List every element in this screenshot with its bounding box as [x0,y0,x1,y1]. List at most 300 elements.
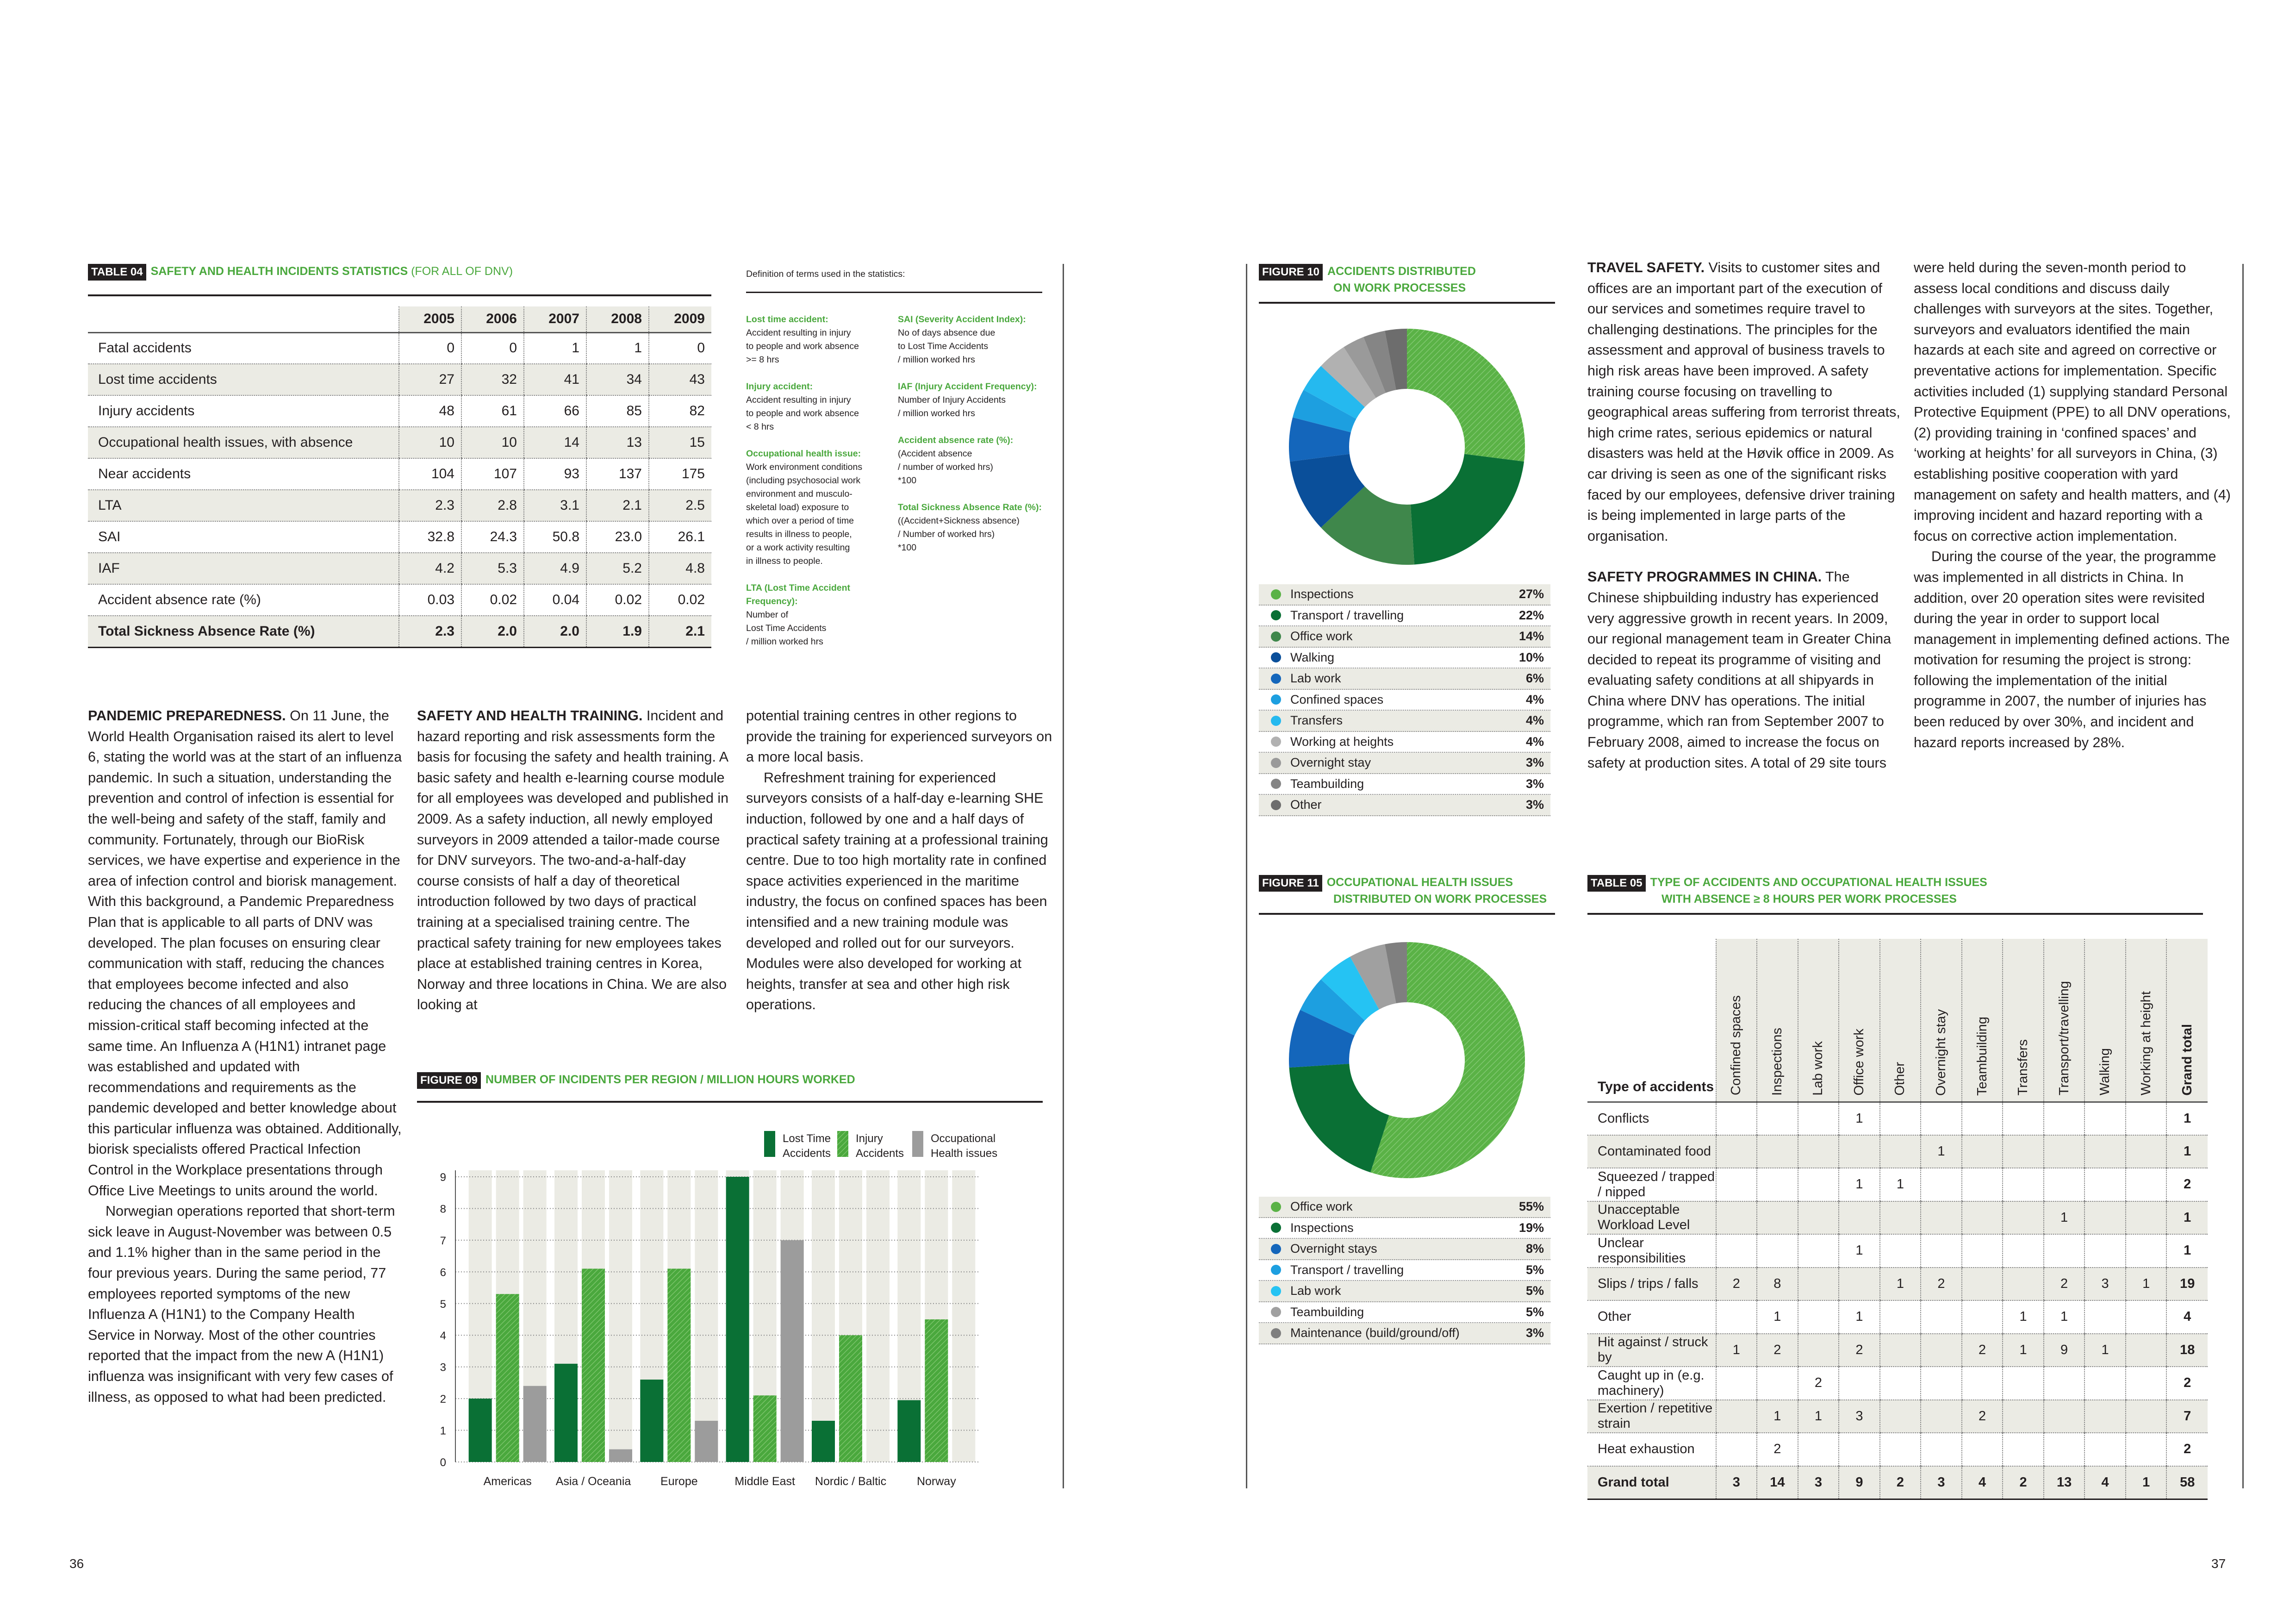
table04-cell: 32 [461,364,524,395]
table05-cell [2126,1367,2167,1400]
table05-cell [1921,1201,1962,1235]
table05-cell: 4 [2166,1300,2208,1334]
table05-cell [1757,1234,1798,1268]
paragraph-text: potential training centres in other regions to provide the training for experienced surveyors on a more local basis. [746,708,1052,765]
table05-column-header [1716,939,1757,1102]
table04-corner [88,306,399,332]
table05-cell: 2 [2044,1268,2085,1301]
table04-cell: 2.1 [586,490,649,521]
table05-cell [1716,1102,1757,1135]
table05-cell: 1 [2166,1234,2208,1268]
legend-item [1259,1260,1550,1281]
figure10-donut-chart [1287,326,1527,567]
table05-column-header [1921,939,1962,1102]
table05-cell [1798,1234,1839,1268]
table04-cell: 4.2 [399,553,461,584]
table05-cell: 4 [2084,1466,2126,1499]
legend-label: Confined spaces [1290,692,1384,706]
legend-label: Injury [856,1132,883,1145]
table04-cell: 2.5 [649,490,711,521]
table04-title-light: (FOR ALL OF DNV) [411,265,513,278]
figure11-title-line1: OCCUPATIONAL HEALTH ISSUES [1326,876,1513,889]
legend-label: Lab work [1290,671,1341,686]
definition-text: / million worked hrs [746,637,823,647]
y-tick-label: 6 [440,1266,446,1279]
table05-cell: 9 [1839,1466,1880,1499]
table05-cell [2126,1168,2167,1201]
table04-row-label: IAF [88,553,399,584]
legend-item [1259,711,1550,732]
table-row [1587,1400,2208,1433]
table04-cell: 24.3 [461,521,524,553]
definition-entry [898,434,1051,487]
table05-cell: 3 [1798,1466,1839,1499]
table04-cell: 5.2 [586,553,649,584]
bar [554,1364,578,1462]
table-row [88,427,711,458]
legend-percent: 5% [1525,1305,1544,1319]
table05-cell [2126,1234,2167,1268]
table05-cell [1880,1135,1921,1168]
table05-column-label: Walking [2097,1048,2113,1096]
paragraph [746,706,1061,768]
legend-dot [1271,674,1281,684]
definition-term: SAI (Severity Accident Index): [898,314,1026,325]
y-tick-label: 4 [440,1330,446,1343]
paragraph-heading: PANDEMIC PREPAREDNESS. [88,708,286,724]
table04-cell: 93 [524,458,586,490]
table05-cell: 1 [2044,1300,2085,1334]
legend-item [1259,690,1550,711]
legend-label: Transport / travelling [1290,1262,1404,1277]
legend-percent: 4% [1525,692,1544,706]
table05-column-label: Transport/travelling [2056,981,2072,1096]
table-row [88,364,711,395]
table05-cell [2003,1102,2044,1135]
table05-cell [1880,1367,1921,1400]
bar [609,1449,632,1462]
table05-cell [1798,1201,1839,1235]
table05-cell: 1 [1839,1168,1880,1201]
legend-dot [1271,800,1281,810]
table05-cell [2003,1400,2044,1433]
table05-column-label: Other [1892,1062,1908,1096]
table05-cell [1921,1102,1962,1135]
legend-percent: 14% [1518,629,1544,643]
paragraph [1587,257,1902,546]
table05-cell [2126,1201,2167,1235]
definition-text: Work environment conditions [746,462,863,472]
legend-dot [1271,631,1281,642]
table05-cell [1716,1201,1757,1235]
definitions-title: Definition of terms used in the statistics: [746,269,905,279]
figure10-tag: FIGURE 10 [1259,264,1323,281]
legend-label: Inspections [1290,1220,1354,1235]
definitions-right [898,313,1051,568]
table05-cell [2084,1135,2126,1168]
table05-cell [1962,1367,2003,1400]
legend-dot [1271,1202,1281,1212]
definition-text: / Number of worked hrs) [898,529,995,539]
table05-cell [2084,1201,2126,1235]
column-rule [1063,264,1064,1488]
table05-cell [2126,1300,2167,1334]
legend-dot [1271,1286,1281,1296]
table05-column-label: Overnight stay [1933,1009,1948,1096]
table05-cell [2044,1367,2085,1400]
table05-column-label: Teambuilding [1974,1016,1990,1096]
legend-percent: 6% [1525,671,1544,686]
definition-term: Accident absence rate (%): [898,435,1014,445]
legend-item [1259,668,1550,690]
legend-dot [1271,1307,1281,1317]
legend-percent: 3% [1525,756,1544,770]
table-row [1587,1102,2208,1135]
table04-cell: 13 [586,427,649,458]
paragraph-heading: SAFETY PROGRAMMES IN CHINA. [1587,569,1822,585]
table04-cell: 0.02 [649,584,711,616]
table05-column-label: Transfers [2016,1039,2031,1096]
paragraph [1914,546,2233,753]
table05-cell [2084,1168,2126,1201]
table04-year-header: 2006 [461,306,524,332]
y-tick-label: 0 [440,1456,446,1469]
table04-cell: 50.8 [524,521,586,553]
table05-cell [1798,1433,1839,1466]
table05-cell [1757,1102,1798,1135]
paragraph-heading: SAFETY AND HEALTH TRAINING. [417,708,643,724]
table05-cell [2044,1168,2085,1201]
legend-label: Lost Time [783,1132,831,1145]
table05-row-label: Unclear responsibilities [1587,1234,1716,1268]
definition-text: >= 8 hrs [746,355,779,365]
figure09-bar-chart [417,1104,1043,1493]
table04-cell: 5.3 [461,553,524,584]
table05-cell [2003,1168,2044,1201]
definition-term: IAF (Injury Accident Frequency): [898,381,1037,392]
bar [753,1395,777,1462]
table05-cell [1798,1268,1839,1301]
bar [897,1400,921,1462]
legend-item [1259,606,1550,627]
figure11-donut-chart [1287,940,1527,1181]
table04-row-label: Accident absence rate (%) [88,584,399,616]
legend-percent: 27% [1518,587,1544,601]
table05-cell [1839,1135,1880,1168]
table05-row-label: Exertion / repetitive strain [1587,1400,1716,1433]
table05-cell [1962,1135,2003,1168]
page-number-left: 36 [69,1556,84,1571]
table04-cell: 107 [461,458,524,490]
definition-term: Occupational health issue: [746,449,861,459]
table05-column-header [1880,939,1921,1102]
table04-cell: 0.04 [524,584,586,616]
table04-cell: 2.3 [399,490,461,521]
legend-swatch [912,1131,923,1157]
legend-item [1259,1218,1550,1239]
column-rule [2242,264,2244,1488]
definition-text: environment and musculo- [746,489,852,499]
table04-cell: 14 [524,427,586,458]
x-tick-label: Europe [660,1475,698,1488]
table05-cell: 1 [2084,1334,2126,1367]
table05-cell [1757,1168,1798,1201]
table05-cell [1839,1433,1880,1466]
definition-text: or a work activity resulting [746,543,850,553]
table05-cell: 2 [2166,1433,2208,1466]
table04-cell: 15 [649,427,711,458]
legend-item [1259,584,1550,606]
legend-label: Office work [1290,1199,1353,1214]
table05-row-label: Hit against / struck by [1587,1334,1716,1367]
legend-item [1259,732,1550,753]
x-tick-label: Americas [483,1475,532,1488]
bar [781,1240,804,1462]
definition-text: which over a period of time [746,516,854,526]
paragraph-text: On 11 June, the World Health Organisation raised its alert to level 6, stating the world was at the start of an influenza pandemic. In such a situation, understanding the prevention and control of infection is essential for the well-being and safety of the staff, family and community. Fortunately, through our BioRisk services, we have expertise and experience in the area of infection control and biorisk management. With this background, a Pandemic Preparedness Plan that is applicable to all parts of DNV was developed. The plan focuses on ensuring clear communication with staff, reducing the chances that employees become infected and also reducing the chances of all employees and mission-critical staff becoming infected at the same time. An Influenza A (H1N1) intranet page was established and updated with recommendations and requirements as the pandemic developed and better knowledge about this particular influenza was obtained. Additionally, biorisk specialists offered Practical Infection Control in the Workplace presentations through Office Live Meetings to units around the world. [88,708,402,1199]
table05-cell: 1 [1798,1400,1839,1433]
definition-text: / million worked hrs [898,408,975,418]
table05-row-label: Contaminated food [1587,1135,1716,1168]
table05-cell: 2 [1716,1268,1757,1301]
bar [726,1177,749,1462]
table05-row-label: Caught up in (e.g. machinery) [1587,1367,1716,1400]
paragraph-text: During the course of the year, the programme was implemented in all districts in China. In addition, over 20 operation sites were revisited during the year in order to support local management in implementing defined actions. The motivation for resuming the project is strong: following the implementation of the initial programme in 2007, the number of injuries has been reduced by over 30%, and incident and hazard reports increased by 28%. [1914,549,2230,750]
bar [582,1268,605,1462]
y-tick-label: 8 [440,1203,446,1216]
table05-cell: 3 [2084,1268,2126,1301]
definition-term: Lost time accident: [746,314,828,325]
table05-title-line1: TYPE OF ACCIDENTS AND OCCUPATIONAL HEALTH ISSUES [1650,876,1987,889]
definition-text: No of days absence due [898,328,996,338]
legend-item [1259,1323,1550,1344]
legend-percent: 8% [1525,1242,1544,1256]
table05-cell [1921,1400,1962,1433]
legend-label: Other [1290,798,1322,812]
table05-cell [1798,1300,1839,1334]
legend-percent: 55% [1518,1199,1544,1214]
table05-cell: 2 [2166,1168,2208,1201]
table04-cell: 10 [461,427,524,458]
legend-dot [1271,737,1281,747]
table05-cell: 7 [2166,1400,2208,1433]
definition-text: < 8 hrs [746,422,774,432]
table04-rule [88,294,711,296]
table05-cell [2084,1234,2126,1268]
definition-entry [898,501,1051,555]
table04-cell: 0 [649,332,711,364]
table05-cell [2084,1367,2126,1400]
table04-cell: 1 [586,332,649,364]
table-row [1587,1334,2208,1367]
table04-year-header: 2008 [586,306,649,332]
y-tick-label: 3 [440,1361,446,1374]
table05-cell [2044,1400,2085,1433]
paragraph [88,1201,403,1407]
text-column-2 [417,706,732,1015]
table04-row-label: Occupational health issues, with absence [88,427,399,458]
x-tick-label: Middle East [734,1475,795,1488]
definition-term: Injury accident: [746,381,813,392]
y-tick-label: 9 [440,1171,446,1184]
bar-background [695,1170,718,1462]
table04-cell: 2.0 [524,616,586,647]
table04-cell: 2.8 [461,490,524,521]
legend-dot [1271,652,1281,662]
table04 [88,306,711,648]
table05-cell [1962,1300,2003,1334]
table04-cell: 1 [524,332,586,364]
definition-text: *100 [898,475,917,486]
table05-column-header [1962,939,2003,1102]
y-tick-label: 2 [440,1393,446,1406]
legend-dot [1271,779,1281,789]
table-row [1587,1135,2208,1168]
table05-cell [2126,1334,2167,1367]
figure10-legend [1259,584,1550,816]
definitions-rule [746,292,1042,293]
table05-cell [2044,1135,2085,1168]
definition-term: Total Sickness Absence Rate (%): [898,502,1042,512]
table04-cell: 0.03 [399,584,461,616]
table05-cell [1757,1367,1798,1400]
table-row [1587,1367,2208,1400]
table05-cell: 1 [1839,1102,1880,1135]
figure11-rule [1259,913,1555,915]
table05-cell [2044,1102,2085,1135]
legend-percent: 19% [1518,1220,1544,1235]
figure11-tag: FIGURE 11 [1259,875,1322,892]
table04-cell: 137 [586,458,649,490]
table05-cell [1757,1201,1798,1235]
table-row [88,553,711,584]
table05-cell [1880,1300,1921,1334]
figure10-rule [1259,302,1555,304]
table05-cell [1962,1234,2003,1268]
text-column-5 [1914,257,2233,753]
legend-item [1259,795,1550,816]
table-row [88,584,711,616]
table04-cell: 66 [524,395,586,427]
table05-cell: 2 [1962,1334,2003,1367]
table05-cell [2003,1201,2044,1235]
table04-year-header: 2005 [399,306,461,332]
bar [667,1268,691,1462]
table04-year-header: 2007 [524,306,586,332]
table05-cell: 1 [2003,1300,2044,1334]
table05-cell: 2 [1921,1268,1962,1301]
legend-dot [1271,1328,1281,1338]
table-row [1587,1466,2208,1499]
x-tick-label: Asia / Oceania [555,1475,631,1488]
text-column-3 [746,706,1061,1015]
table05-caption [1587,875,2203,906]
table04-cell: 4.9 [524,553,586,584]
table05-cell: 2 [1798,1367,1839,1400]
table04-cell: 1.9 [586,616,649,647]
paragraph [417,706,732,1015]
legend-dot [1271,1265,1281,1275]
definition-text: in illness to people. [746,556,823,566]
table05-column-header [1757,939,1798,1102]
table05-cell [1921,1234,1962,1268]
legend-label: Transfers [1290,713,1343,728]
table05-cell [1880,1201,1921,1235]
table05-column-header [2126,939,2167,1102]
table05-cell [1921,1367,1962,1400]
definition-text: results in illness to people, [746,529,852,539]
table05-cell [1798,1135,1839,1168]
legend-dot [1271,1244,1281,1254]
definitions-left [746,313,899,662]
legend-label: Overnight stay [1290,756,1371,770]
definition-text: to people and work absence [746,341,859,351]
legend-label: Accidents [783,1147,831,1160]
table04-row-label: SAI [88,521,399,553]
table05-cell [1962,1168,2003,1201]
table05-cell: 2 [1962,1400,2003,1433]
table05-cell: 1 [1839,1234,1880,1268]
figure09-tag: FIGURE 09 [417,1072,481,1089]
legend-dot [1271,610,1281,620]
table05-cell: 14 [1757,1466,1798,1499]
legend-dot [1271,694,1281,705]
table05-cell [1880,1433,1921,1466]
table05-cell [2044,1234,2085,1268]
definition-text: Lost Time Accidents [746,623,827,633]
table04-year-header: 2009 [649,306,711,332]
figure10-title-line2: ON WORK PROCESSES [1333,281,1466,294]
table-row [88,458,711,490]
table05-row-label: Heat exhaustion [1587,1433,1716,1466]
donut-slice [1289,1064,1389,1173]
table05-cell [1716,1400,1757,1433]
table04-cell: 0.02 [461,584,524,616]
table04-cell: 41 [524,364,586,395]
table05-cell [2044,1433,2085,1466]
table05-row-label: Unacceptable Workload Level [1587,1201,1716,1235]
legend-label: Lab work [1290,1284,1341,1298]
table05-cell: 3 [1921,1466,1962,1499]
paragraph-heading: TRAVEL SAFETY. [1587,260,1705,275]
paragraph-text: Incident and hazard reporting and risk assessments form the basis for focusing the safety and health training. A basic safety and health e-learning course module for all employees was developed and published in 2009. As a safety induction, all newly employed surveyors in 2009 attended a tailor-made course for DNV surveyors. The two-and-a-half-day course consists of half a day of theoretical introduction followed by two days of practical training at a specialised training centre. The practical safety training for new employees takes place at established training centres in Korea, Norway and three locations in China. We are also looking at [417,708,729,1013]
table05-cell: 19 [2166,1268,2208,1301]
legend-percent: 10% [1518,650,1544,664]
table04-cell: 10 [399,427,461,458]
table05-cell [1839,1367,1880,1400]
text-column-4 [1587,257,1902,773]
bar-background [609,1170,632,1462]
bar [695,1421,718,1462]
table04-cell: 82 [649,395,711,427]
table05-cell: 4 [1962,1466,2003,1499]
table05-cell [1798,1102,1839,1135]
table05-row-label: Squeezed / trapped / nipped [1587,1168,1716,1201]
table05-cell [1716,1433,1757,1466]
paragraph-text: Norwegian operations reported that short-term sick leave in August-November was between 0.5 and 1.1% higher than in the same period in the four previous years. During the same period, 77 employees reported symptoms of the new Influenza A (H1N1) to the Company Health Service in Norway. Most of the other countries reported that the impact from the new A (H1N1) influenza was insignificant with very few cases of illness, as opposed to what had been predicted. [88,1203,395,1405]
table05-cell: 1 [1880,1268,1921,1301]
table04-row-label: LTA [88,490,399,521]
bar [812,1421,835,1462]
table04-cell: 61 [461,395,524,427]
table-row [1587,1234,2208,1268]
legend-swatch [837,1131,848,1157]
table04-cell: 26.1 [649,521,711,553]
figure09-title: NUMBER OF INCIDENTS PER REGION / MILLION HOURS WORKED [485,1073,855,1086]
legend-label: Maintenance (build/ground/off) [1290,1326,1460,1340]
donut-slice [1407,329,1525,462]
table05-cell: 2 [2003,1466,2044,1499]
